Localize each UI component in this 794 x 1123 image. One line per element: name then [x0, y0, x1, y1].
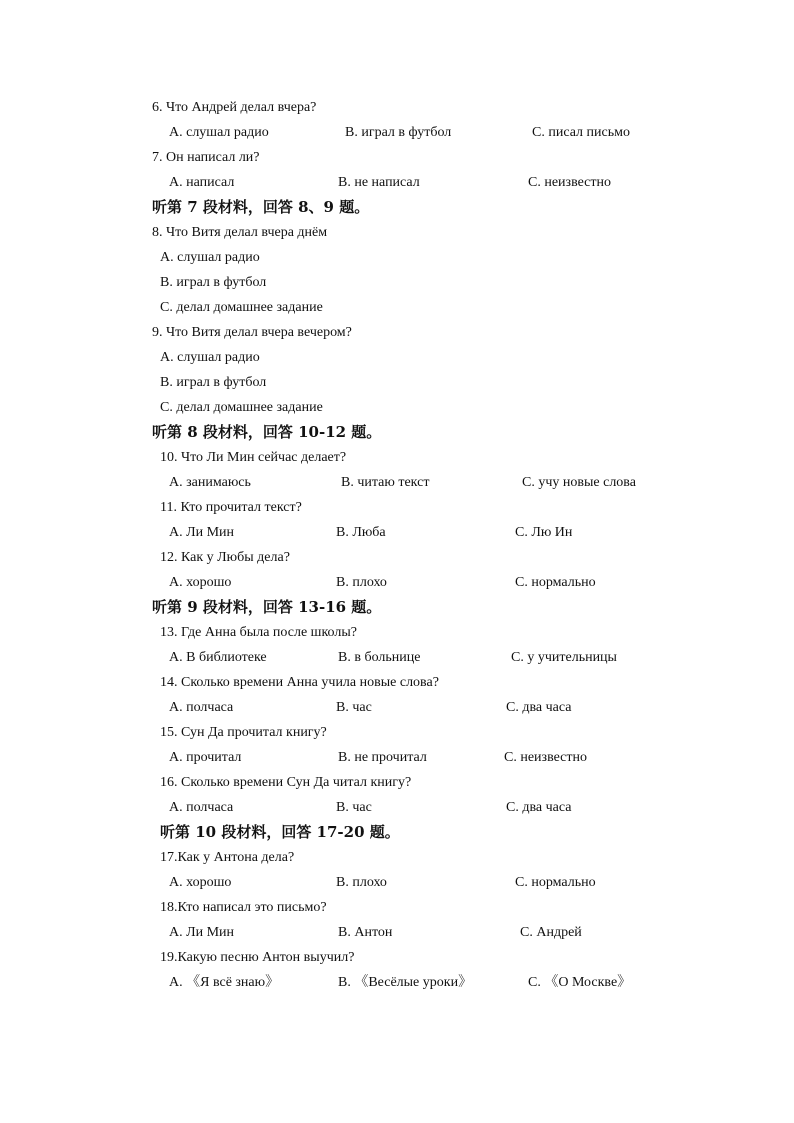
- answer-option: C. два часа: [506, 700, 572, 715]
- answer-options-row: [0, 920, 794, 945]
- answer-options-row: [0, 645, 794, 670]
- question-text: 14. Сколько времени Анна учила новые слова?: [160, 675, 439, 690]
- answer-option: B. Антон: [338, 925, 393, 940]
- section-heading: 听第 7 段材料，回答 8、9 题。: [152, 198, 370, 216]
- answer-options-row: [0, 520, 794, 545]
- answer-option-row: [0, 245, 794, 270]
- answer-option: C. делал домашнее задание: [160, 300, 323, 315]
- question-row: [0, 495, 794, 520]
- question-row: [0, 545, 794, 570]
- question-row: [0, 895, 794, 920]
- answer-option: B. в больнице: [338, 650, 421, 665]
- answer-option: A. полчаса: [169, 700, 234, 715]
- answer-option-row: [0, 345, 794, 370]
- question-row: [0, 845, 794, 870]
- question-row: [0, 145, 794, 170]
- answer-option: A. хорошо: [169, 575, 232, 590]
- answer-options-row: [0, 745, 794, 770]
- answer-option: A. прочитал: [169, 750, 242, 765]
- answer-option: B. плохо: [336, 875, 387, 890]
- section-heading-row: [0, 820, 794, 845]
- question-row: [0, 445, 794, 470]
- answer-option: A. Ли Мин: [169, 925, 235, 940]
- answer-options-row: [0, 470, 794, 495]
- question-row: [0, 670, 794, 695]
- answer-option: A. полчаса: [169, 800, 234, 815]
- question-text: 12. Как у Любы дела?: [160, 550, 290, 565]
- answer-option: C. неизвестно: [504, 750, 587, 765]
- answer-options-row: [0, 870, 794, 895]
- answer-option: B. плохо: [336, 575, 387, 590]
- answer-option: B. Люба: [336, 525, 386, 540]
- answer-option: A. слушал радио: [160, 350, 260, 365]
- question-text: 10. Что Ли Мин сейчас делает?: [160, 450, 347, 465]
- answer-option: B. играл в футбол: [160, 375, 267, 390]
- answer-options-row: [0, 570, 794, 595]
- answer-option: A. 《Я всё знаю》: [169, 975, 280, 990]
- answer-option: A. Ли Мин: [169, 525, 235, 540]
- answer-option: C. у учительницы: [511, 650, 617, 665]
- question-row: [0, 770, 794, 795]
- answer-option: C. писал письмо: [532, 125, 630, 140]
- answer-option: B. час: [336, 700, 372, 715]
- question-row: [0, 220, 794, 245]
- answer-options-row: [0, 120, 794, 145]
- section-heading: 听第 8 段材料，回答 10-12 题。: [152, 423, 382, 441]
- answer-option: B. читаю текст: [341, 475, 430, 490]
- question-row: [0, 95, 794, 120]
- answer-option: C. Лю Ин: [515, 525, 573, 540]
- question-text: 15. Сун Да прочитал книгу?: [160, 725, 327, 740]
- answer-option: C. нормально: [515, 875, 596, 890]
- question-text: 8. Что Витя делал вчера днём: [152, 225, 328, 240]
- answer-option: B. 《Весёлые уроки》: [338, 975, 473, 990]
- answer-option: B. играл в футбол: [160, 275, 267, 290]
- answer-option: C. Андрей: [520, 925, 582, 940]
- question-text: 16. Сколько времени Сун Да читал книгу?: [160, 775, 412, 790]
- answer-option: C. учу новые слова: [522, 475, 636, 490]
- answer-option: A. написал: [169, 175, 235, 190]
- answer-option: A. занимаюсь: [169, 475, 251, 490]
- answer-option: C. 《О Москве》: [528, 975, 632, 990]
- question-text: 18.Кто написал это письмо?: [160, 900, 327, 915]
- question-text: 17.Как у Антона дела?: [160, 850, 295, 865]
- question-text: 11. Кто прочитал текст?: [160, 500, 302, 515]
- answer-option: C. нормально: [515, 575, 596, 590]
- answer-option: C. неизвестно: [528, 175, 611, 190]
- answer-options-row: [0, 695, 794, 720]
- answer-option: B. не написал: [338, 175, 420, 190]
- answer-option: C. делал домашнее задание: [160, 400, 323, 415]
- answer-option: C. два часа: [506, 800, 572, 815]
- section-heading-row: [0, 195, 794, 220]
- question-text: 9. Что Витя делал вчера вечером?: [152, 325, 352, 340]
- question-text: 13. Где Анна была после школы?: [160, 625, 357, 640]
- answer-option: A. слушал радио: [160, 250, 260, 265]
- answer-options-row: [0, 795, 794, 820]
- answer-option: B. час: [336, 800, 372, 815]
- question-text: 7. Он написал ли?: [152, 150, 260, 165]
- answer-option-row: [0, 270, 794, 295]
- question-row: [0, 320, 794, 345]
- answer-options-row: [0, 170, 794, 195]
- answer-option: B. не прочитал: [338, 750, 427, 765]
- section-heading-row: [0, 595, 794, 620]
- question-row: [0, 720, 794, 745]
- answer-option-row: [0, 370, 794, 395]
- answer-options-row: [0, 970, 794, 995]
- answer-option: B. играл в футбол: [345, 125, 452, 140]
- section-heading: 听第 9 段材料，回答 13-16 题。: [152, 598, 382, 616]
- section-heading-row: [0, 420, 794, 445]
- section-heading: 听第 10 段材料，回答 17-20 题。: [160, 823, 400, 841]
- answer-option: A. слушал радио: [169, 125, 269, 140]
- answer-option: A. В библиотеке: [169, 650, 267, 665]
- question-row: [0, 620, 794, 645]
- answer-option-row: [0, 295, 794, 320]
- answer-option: A. хорошо: [169, 875, 232, 890]
- question-row: [0, 945, 794, 970]
- question-text: 19.Какую песню Антон выучил?: [160, 950, 355, 965]
- question-text: 6. Что Андрей делал вчера?: [152, 100, 317, 115]
- answer-option-row: [0, 395, 794, 420]
